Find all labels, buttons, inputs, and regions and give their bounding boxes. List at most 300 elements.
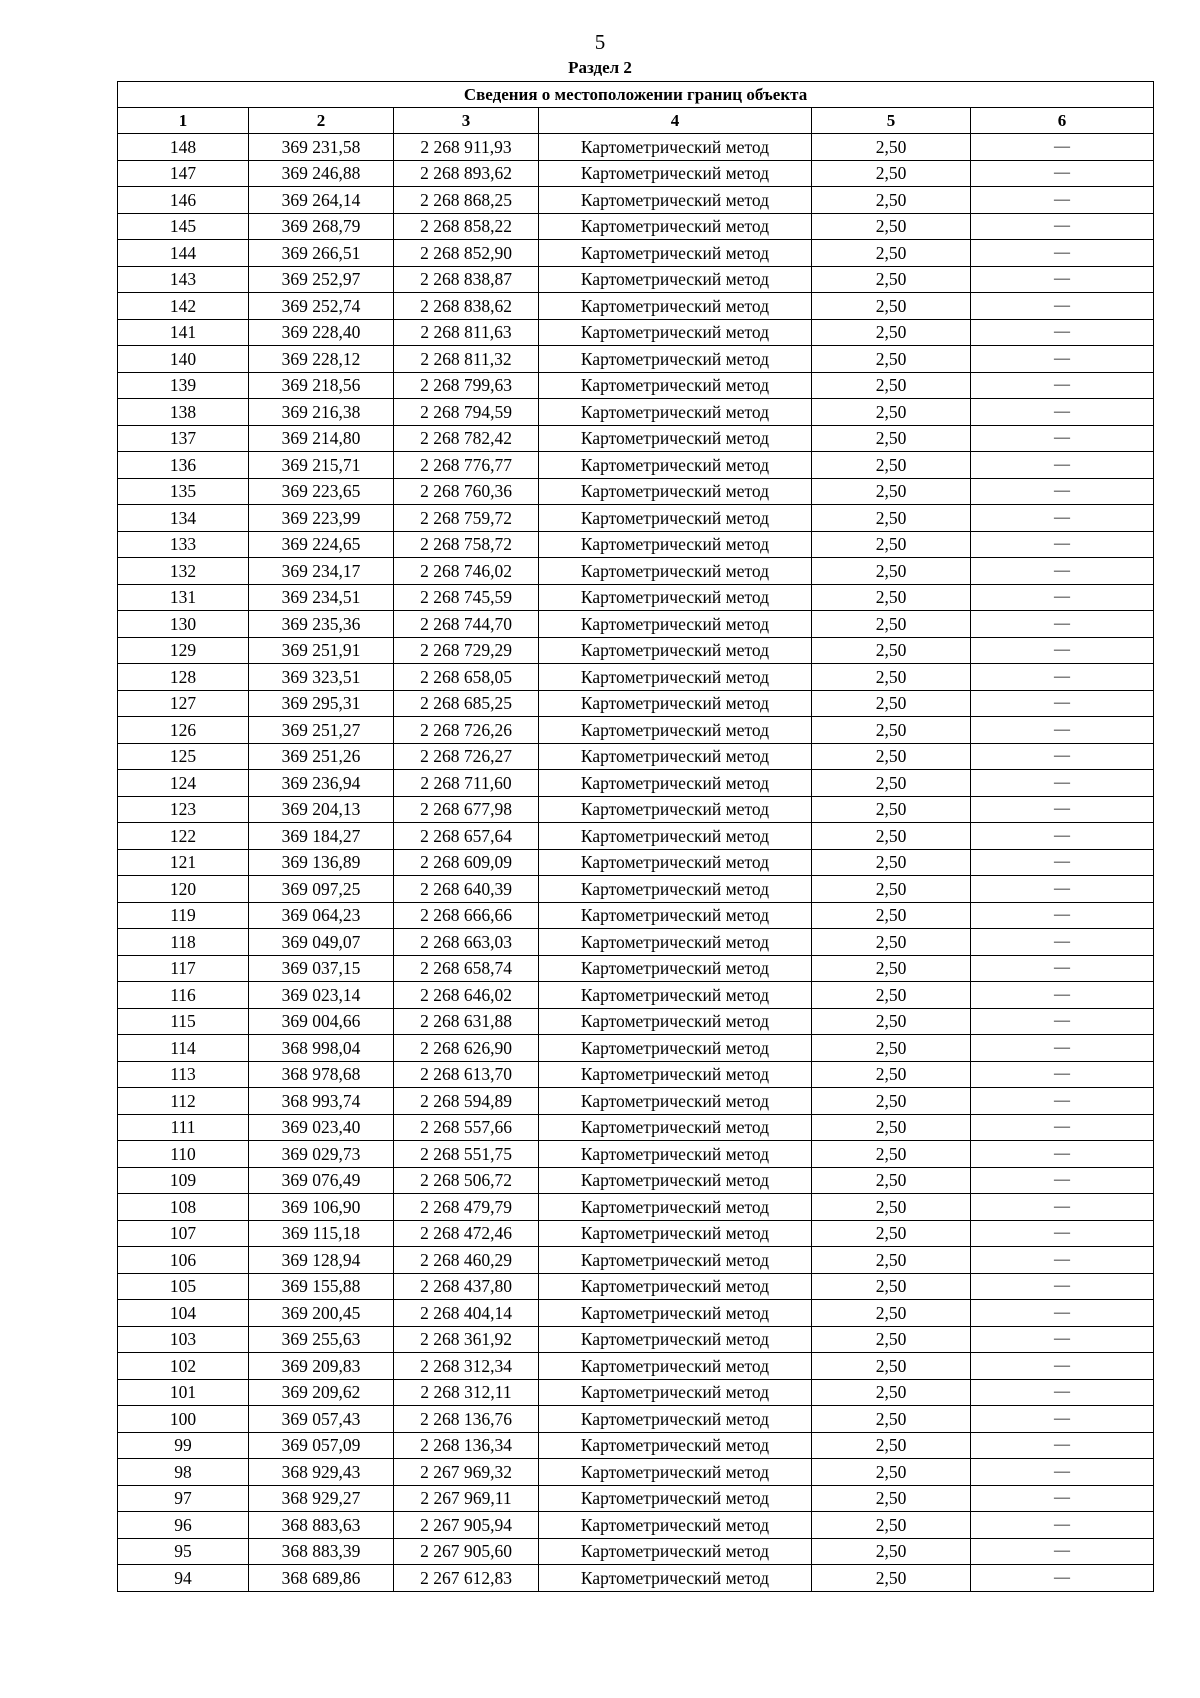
table-row [118, 160, 1154, 187]
point-number-cell: 106 [118, 1247, 249, 1274]
y-coordinate-cell: 2 268 758,72 [394, 531, 539, 558]
description-cell: — [971, 1220, 1154, 1247]
description-cell: — [971, 1088, 1154, 1115]
y-coordinate-cell: 2 268 711,60 [394, 770, 539, 797]
point-number-cell: 114 [118, 1035, 249, 1062]
x-coordinate-cell: 369 231,58 [249, 134, 394, 161]
accuracy-cell: 2,50 [812, 187, 971, 214]
accuracy-cell: 2,50 [812, 1565, 971, 1592]
method-cell: Картометрический метод [539, 319, 812, 346]
x-coordinate-cell: 369 064,23 [249, 902, 394, 929]
description-cell: — [971, 1565, 1154, 1592]
x-coordinate-cell: 369 215,71 [249, 452, 394, 479]
accuracy-cell: 2,50 [812, 1008, 971, 1035]
accuracy-cell: 2,50 [812, 346, 971, 373]
method-cell: Картометрический метод [539, 1194, 812, 1221]
description-cell: — [971, 637, 1154, 664]
table-row [118, 1406, 1154, 1433]
method-cell: Картометрический метод [539, 1247, 812, 1274]
point-number-cell: 102 [118, 1353, 249, 1380]
method-cell: Картометрический метод [539, 531, 812, 558]
y-coordinate-cell: 2 268 726,27 [394, 743, 539, 770]
table-row [118, 743, 1154, 770]
table-row [118, 1353, 1154, 1380]
method-cell: Картометрический метод [539, 160, 812, 187]
x-coordinate-cell: 368 883,39 [249, 1538, 394, 1565]
point-number-cell: 96 [118, 1512, 249, 1539]
method-cell: Картометрический метод [539, 637, 812, 664]
accuracy-cell: 2,50 [812, 717, 971, 744]
x-coordinate-cell: 369 216,38 [249, 399, 394, 426]
accuracy-cell: 2,50 [812, 1061, 971, 1088]
point-number-cell: 110 [118, 1141, 249, 1168]
method-cell: Картометрический метод [539, 584, 812, 611]
point-number-cell: 124 [118, 770, 249, 797]
x-coordinate-cell: 368 689,86 [249, 1565, 394, 1592]
x-coordinate-cell: 369 200,45 [249, 1300, 394, 1327]
method-cell: Картометрический метод [539, 240, 812, 267]
table-row [118, 1220, 1154, 1247]
table-row [118, 1035, 1154, 1062]
accuracy-cell: 2,50 [812, 160, 971, 187]
x-coordinate-cell: 369 204,13 [249, 796, 394, 823]
column-number: 5 [812, 108, 971, 134]
table-row [118, 664, 1154, 691]
x-coordinate-cell: 368 883,63 [249, 1512, 394, 1539]
y-coordinate-cell: 2 268 776,77 [394, 452, 539, 479]
point-number-cell: 121 [118, 849, 249, 876]
y-coordinate-cell: 2 268 609,09 [394, 849, 539, 876]
y-coordinate-cell: 2 268 506,72 [394, 1167, 539, 1194]
accuracy-cell: 2,50 [812, 1220, 971, 1247]
table-row [118, 1432, 1154, 1459]
accuracy-cell: 2,50 [812, 372, 971, 399]
description-cell: — [971, 399, 1154, 426]
accuracy-cell: 2,50 [812, 664, 971, 691]
y-coordinate-cell: 2 268 838,87 [394, 266, 539, 293]
description-cell: — [971, 1459, 1154, 1486]
accuracy-cell: 2,50 [812, 982, 971, 1009]
table-row [118, 902, 1154, 929]
point-number-cell: 113 [118, 1061, 249, 1088]
point-number-cell: 138 [118, 399, 249, 426]
accuracy-cell: 2,50 [812, 266, 971, 293]
x-coordinate-cell: 369 057,09 [249, 1432, 394, 1459]
table-row [118, 452, 1154, 479]
y-coordinate-cell: 2 268 479,79 [394, 1194, 539, 1221]
method-cell: Картометрический метод [539, 505, 812, 532]
method-cell: Картометрический метод [539, 1538, 812, 1565]
point-number-cell: 120 [118, 876, 249, 903]
description-cell: — [971, 929, 1154, 956]
y-coordinate-cell: 2 268 658,05 [394, 664, 539, 691]
y-coordinate-cell: 2 268 858,22 [394, 213, 539, 240]
description-cell: — [971, 823, 1154, 850]
description-cell: — [971, 796, 1154, 823]
accuracy-cell: 2,50 [812, 1459, 971, 1486]
point-number-cell: 129 [118, 637, 249, 664]
point-number-cell: 133 [118, 531, 249, 558]
table-row [118, 982, 1154, 1009]
description-cell: — [971, 478, 1154, 505]
y-coordinate-cell: 2 268 657,64 [394, 823, 539, 850]
x-coordinate-cell: 369 223,99 [249, 505, 394, 532]
accuracy-cell: 2,50 [812, 1035, 971, 1062]
point-number-cell: 117 [118, 955, 249, 982]
column-number: 6 [971, 108, 1154, 134]
table-row [118, 213, 1154, 240]
y-coordinate-cell: 2 268 677,98 [394, 796, 539, 823]
x-coordinate-cell: 369 029,73 [249, 1141, 394, 1168]
method-cell: Картометрический метод [539, 770, 812, 797]
point-number-cell: 136 [118, 452, 249, 479]
y-coordinate-cell: 2 268 312,11 [394, 1379, 539, 1406]
description-cell: — [971, 558, 1154, 585]
method-cell: Картометрический метод [539, 346, 812, 373]
method-cell: Картометрический метод [539, 1459, 812, 1486]
description-cell: — [971, 849, 1154, 876]
table-row [118, 1114, 1154, 1141]
x-coordinate-cell: 369 234,51 [249, 584, 394, 611]
point-number-cell: 137 [118, 425, 249, 452]
table-row [118, 1326, 1154, 1353]
x-coordinate-cell: 369 218,56 [249, 372, 394, 399]
y-coordinate-cell: 2 268 312,34 [394, 1353, 539, 1380]
method-cell: Картометрический метод [539, 558, 812, 585]
y-coordinate-cell: 2 268 646,02 [394, 982, 539, 1009]
y-coordinate-cell: 2 268 811,32 [394, 346, 539, 373]
point-number-cell: 98 [118, 1459, 249, 1486]
description-cell: — [971, 266, 1154, 293]
description-cell: — [971, 425, 1154, 452]
y-coordinate-cell: 2 268 460,29 [394, 1247, 539, 1274]
accuracy-cell: 2,50 [812, 823, 971, 850]
table-row [118, 1247, 1154, 1274]
table-row [118, 690, 1154, 717]
x-coordinate-cell: 369 228,12 [249, 346, 394, 373]
x-coordinate-cell: 369 224,65 [249, 531, 394, 558]
x-coordinate-cell: 368 993,74 [249, 1088, 394, 1115]
point-number-cell: 100 [118, 1406, 249, 1433]
y-coordinate-cell: 2 267 905,94 [394, 1512, 539, 1539]
point-number-cell: 143 [118, 266, 249, 293]
method-cell: Картометрический метод [539, 187, 812, 214]
column-number: 2 [249, 108, 394, 134]
point-number-cell: 97 [118, 1485, 249, 1512]
point-number-cell: 127 [118, 690, 249, 717]
table-body [118, 134, 1154, 1592]
point-number-cell: 135 [118, 478, 249, 505]
point-number-cell: 134 [118, 505, 249, 532]
x-coordinate-cell: 369 251,27 [249, 717, 394, 744]
description-cell: — [971, 611, 1154, 638]
description-cell: — [971, 1485, 1154, 1512]
method-cell: Картометрический метод [539, 1353, 812, 1380]
accuracy-cell: 2,50 [812, 1432, 971, 1459]
x-coordinate-cell: 369 209,62 [249, 1379, 394, 1406]
accuracy-cell: 2,50 [812, 213, 971, 240]
table-row [118, 1459, 1154, 1486]
y-coordinate-cell: 2 268 838,62 [394, 293, 539, 320]
method-cell: Картометрический метод [539, 1512, 812, 1539]
point-number-cell: 116 [118, 982, 249, 1009]
table-row [118, 531, 1154, 558]
table-row [118, 1061, 1154, 1088]
description-cell: — [971, 1379, 1154, 1406]
description-cell: — [971, 955, 1154, 982]
point-number-cell: 142 [118, 293, 249, 320]
method-cell: Картометрический метод [539, 1035, 812, 1062]
accuracy-cell: 2,50 [812, 1088, 971, 1115]
x-coordinate-cell: 369 228,40 [249, 319, 394, 346]
description-cell: — [971, 1194, 1154, 1221]
table-row [118, 558, 1154, 585]
x-coordinate-cell: 369 268,79 [249, 213, 394, 240]
description-cell: — [971, 1432, 1154, 1459]
method-cell: Картометрический метод [539, 1167, 812, 1194]
point-number-cell: 112 [118, 1088, 249, 1115]
description-cell: — [971, 717, 1154, 744]
method-cell: Картометрический метод [539, 1273, 812, 1300]
accuracy-cell: 2,50 [812, 478, 971, 505]
table-row [118, 717, 1154, 744]
table-row [118, 293, 1154, 320]
method-cell: Картометрический метод [539, 1406, 812, 1433]
description-cell: — [971, 902, 1154, 929]
boundary-coordinates-table [117, 81, 1154, 1592]
x-coordinate-cell: 369 234,17 [249, 558, 394, 585]
accuracy-cell: 2,50 [812, 1353, 971, 1380]
method-cell: Картометрический метод [539, 372, 812, 399]
method-cell: Картометрический метод [539, 1565, 812, 1592]
x-coordinate-cell: 369 209,83 [249, 1353, 394, 1380]
description-cell: — [971, 505, 1154, 532]
accuracy-cell: 2,50 [812, 690, 971, 717]
point-number-cell: 130 [118, 611, 249, 638]
method-cell: Картометрический метод [539, 1114, 812, 1141]
point-number-cell: 119 [118, 902, 249, 929]
table-row [118, 134, 1154, 161]
x-coordinate-cell: 369 049,07 [249, 929, 394, 956]
y-coordinate-cell: 2 267 905,60 [394, 1538, 539, 1565]
x-coordinate-cell: 369 236,94 [249, 770, 394, 797]
table-row [118, 1565, 1154, 1592]
method-cell: Картометрический метод [539, 929, 812, 956]
method-cell: Картометрический метод [539, 796, 812, 823]
description-cell: — [971, 664, 1154, 691]
table-row [118, 1273, 1154, 1300]
y-coordinate-cell: 2 268 663,03 [394, 929, 539, 956]
description-cell: — [971, 1300, 1154, 1327]
description-cell: — [971, 743, 1154, 770]
description-cell: — [971, 1406, 1154, 1433]
description-cell: — [971, 1273, 1154, 1300]
point-number-cell: 101 [118, 1379, 249, 1406]
point-number-cell: 141 [118, 319, 249, 346]
table-row [118, 1485, 1154, 1512]
accuracy-cell: 2,50 [812, 425, 971, 452]
accuracy-cell: 2,50 [812, 134, 971, 161]
accuracy-cell: 2,50 [812, 1194, 971, 1221]
table-row [118, 796, 1154, 823]
method-cell: Картометрический метод [539, 611, 812, 638]
table-row [118, 240, 1154, 267]
method-cell: Картометрический метод [539, 425, 812, 452]
description-cell: — [971, 1035, 1154, 1062]
description-cell: — [971, 531, 1154, 558]
table-row [118, 929, 1154, 956]
table-row [118, 1008, 1154, 1035]
y-coordinate-cell: 2 268 745,59 [394, 584, 539, 611]
accuracy-cell: 2,50 [812, 1512, 971, 1539]
x-coordinate-cell: 368 929,43 [249, 1459, 394, 1486]
x-coordinate-cell: 368 978,68 [249, 1061, 394, 1088]
x-coordinate-cell: 369 251,91 [249, 637, 394, 664]
y-coordinate-cell: 2 268 136,76 [394, 1406, 539, 1433]
accuracy-cell: 2,50 [812, 1273, 971, 1300]
point-number-cell: 107 [118, 1220, 249, 1247]
method-cell: Картометрический метод [539, 690, 812, 717]
table-row [118, 1194, 1154, 1221]
point-number-cell: 144 [118, 240, 249, 267]
accuracy-cell: 2,50 [812, 558, 971, 585]
table-row [118, 319, 1154, 346]
description-cell: — [971, 346, 1154, 373]
description-cell: — [971, 690, 1154, 717]
point-number-cell: 140 [118, 346, 249, 373]
y-coordinate-cell: 2 267 969,11 [394, 1485, 539, 1512]
description-cell: — [971, 1353, 1154, 1380]
point-number-cell: 108 [118, 1194, 249, 1221]
point-number-cell: 145 [118, 213, 249, 240]
x-coordinate-cell: 369 252,97 [249, 266, 394, 293]
table-row [118, 1379, 1154, 1406]
accuracy-cell: 2,50 [812, 1300, 971, 1327]
y-coordinate-cell: 2 268 799,63 [394, 372, 539, 399]
x-coordinate-cell: 369 106,90 [249, 1194, 394, 1221]
description-cell: — [971, 876, 1154, 903]
table-row [118, 266, 1154, 293]
method-cell: Картометрический метод [539, 1326, 812, 1353]
method-cell: Картометрический метод [539, 876, 812, 903]
accuracy-cell: 2,50 [812, 584, 971, 611]
accuracy-cell: 2,50 [812, 1326, 971, 1353]
method-cell: Картометрический метод [539, 266, 812, 293]
description-cell: — [971, 1247, 1154, 1274]
accuracy-cell: 2,50 [812, 1485, 971, 1512]
method-cell: Картометрический метод [539, 1379, 812, 1406]
method-cell: Картометрический метод [539, 982, 812, 1009]
accuracy-cell: 2,50 [812, 1114, 971, 1141]
description-cell: — [971, 982, 1154, 1009]
method-cell: Картометрический метод [539, 1485, 812, 1512]
table-row [118, 1167, 1154, 1194]
table-caption: Сведения о местоположении границ объекта [118, 82, 1154, 108]
description-cell: — [971, 1114, 1154, 1141]
x-coordinate-cell: 368 929,27 [249, 1485, 394, 1512]
description-cell: — [971, 213, 1154, 240]
y-coordinate-cell: 2 268 811,63 [394, 319, 539, 346]
x-coordinate-cell: 369 266,51 [249, 240, 394, 267]
accuracy-cell: 2,50 [812, 293, 971, 320]
x-coordinate-cell: 369 252,74 [249, 293, 394, 320]
x-coordinate-cell: 369 076,49 [249, 1167, 394, 1194]
y-coordinate-cell: 2 268 613,70 [394, 1061, 539, 1088]
x-coordinate-cell: 369 295,31 [249, 690, 394, 717]
x-coordinate-cell: 369 037,15 [249, 955, 394, 982]
point-number-cell: 131 [118, 584, 249, 611]
accuracy-cell: 2,50 [812, 770, 971, 797]
description-cell: — [971, 1141, 1154, 1168]
x-coordinate-cell: 369 235,36 [249, 611, 394, 638]
y-coordinate-cell: 2 267 969,32 [394, 1459, 539, 1486]
point-number-cell: 103 [118, 1326, 249, 1353]
accuracy-cell: 2,50 [812, 531, 971, 558]
y-coordinate-cell: 2 268 404,14 [394, 1300, 539, 1327]
column-number: 3 [394, 108, 539, 134]
table-row [118, 849, 1154, 876]
accuracy-cell: 2,50 [812, 1406, 971, 1433]
y-coordinate-cell: 2 268 852,90 [394, 240, 539, 267]
accuracy-cell: 2,50 [812, 611, 971, 638]
y-coordinate-cell: 2 268 437,80 [394, 1273, 539, 1300]
point-number-cell: 128 [118, 664, 249, 691]
table-row [118, 1512, 1154, 1539]
point-number-cell: 126 [118, 717, 249, 744]
method-cell: Картометрический метод [539, 478, 812, 505]
table-row [118, 425, 1154, 452]
method-cell: Картометрический метод [539, 743, 812, 770]
method-cell: Картометрический метод [539, 849, 812, 876]
method-cell: Картометрический метод [539, 452, 812, 479]
method-cell: Картометрический метод [539, 1300, 812, 1327]
method-cell: Картометрический метод [539, 955, 812, 982]
accuracy-cell: 2,50 [812, 849, 971, 876]
point-number-cell: 99 [118, 1432, 249, 1459]
accuracy-cell: 2,50 [812, 240, 971, 267]
x-coordinate-cell: 369 264,14 [249, 187, 394, 214]
table-row [118, 346, 1154, 373]
description-cell: — [971, 1512, 1154, 1539]
x-coordinate-cell: 369 255,63 [249, 1326, 394, 1353]
description-cell: — [971, 293, 1154, 320]
point-number-cell: 125 [118, 743, 249, 770]
table-row [118, 584, 1154, 611]
table-row [118, 1141, 1154, 1168]
y-coordinate-cell: 2 268 640,39 [394, 876, 539, 903]
x-coordinate-cell: 369 136,89 [249, 849, 394, 876]
description-cell: — [971, 160, 1154, 187]
table-row [118, 478, 1154, 505]
accuracy-cell: 2,50 [812, 876, 971, 903]
column-number-row [118, 108, 1154, 134]
accuracy-cell: 2,50 [812, 955, 971, 982]
point-number-cell: 132 [118, 558, 249, 585]
y-coordinate-cell: 2 268 626,90 [394, 1035, 539, 1062]
method-cell: Картометрический метод [539, 1432, 812, 1459]
method-cell: Картометрический метод [539, 717, 812, 744]
description-cell: — [971, 1167, 1154, 1194]
description-cell: — [971, 187, 1154, 214]
description-cell: — [971, 1538, 1154, 1565]
y-coordinate-cell: 2 268 631,88 [394, 1008, 539, 1035]
point-number-cell: 139 [118, 372, 249, 399]
y-coordinate-cell: 2 268 760,36 [394, 478, 539, 505]
description-cell: — [971, 1061, 1154, 1088]
description-cell: — [971, 134, 1154, 161]
table-row [118, 399, 1154, 426]
method-cell: Картометрический метод [539, 664, 812, 691]
